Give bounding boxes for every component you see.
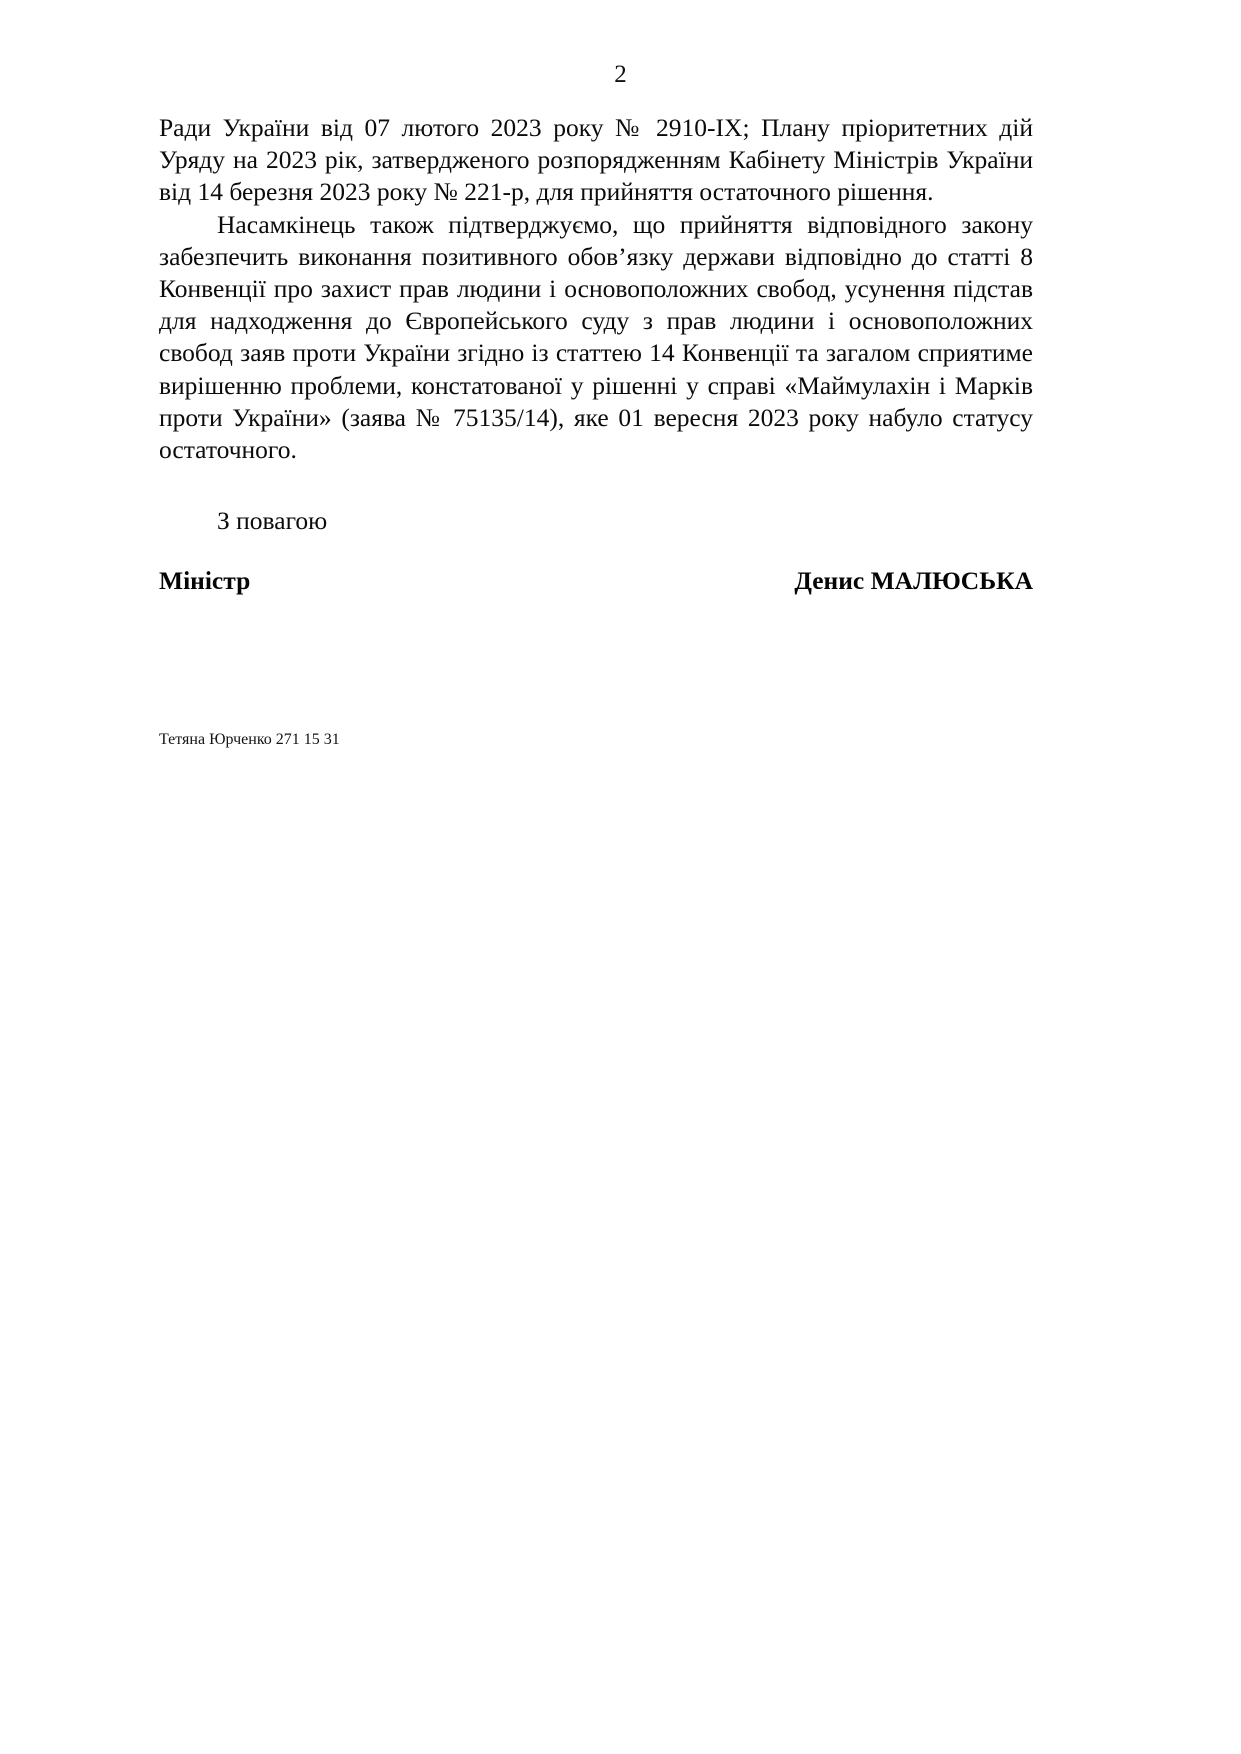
signature-block <box>159 565 1033 597</box>
signature-name: Денис МАЛЮСЬКА <box>794 566 1033 595</box>
page-number: 2 <box>614 61 627 88</box>
footer-executor-contact: Тетяна Юрченко 271 15 31 <box>159 731 340 748</box>
signature-title: Міністр <box>159 566 251 595</box>
document-body <box>159 112 1033 466</box>
closing-block <box>159 505 1033 537</box>
closing-salutation: З повагою <box>217 506 328 535</box>
footer-note <box>159 730 1033 750</box>
paragraph-continuation: Ради України від 07 лютого 2023 року № 2910-IX; Плану пріоритетних дій Уряду на 2023 рік, затвердженого розпорядженням Кабінету Міністрів України від 14 березня 2023 року № 221-р, для прийняття остаточного рішення. <box>159 113 1033 207</box>
paragraph-conclusion: Насамкінець також підтверджуємо, що прийняття відповідного закону забезпечить виконання позитивного обов’язку держави відповідно до статті 8 Конвенції про захист прав людини і основоположних свобод, усунення підстав для надходження до Європейського суду з прав людини і основоположних свобод заяв проти України згідно із статтею 14 Конвенції та загалом сприятиме вирішенню проблеми, констатованої у рішенні у справі «Маймулахін і Марків проти України» (заява № 75135/14), яке 01 вересня 2023 року набуло статусу остаточного. <box>159 209 1033 465</box>
